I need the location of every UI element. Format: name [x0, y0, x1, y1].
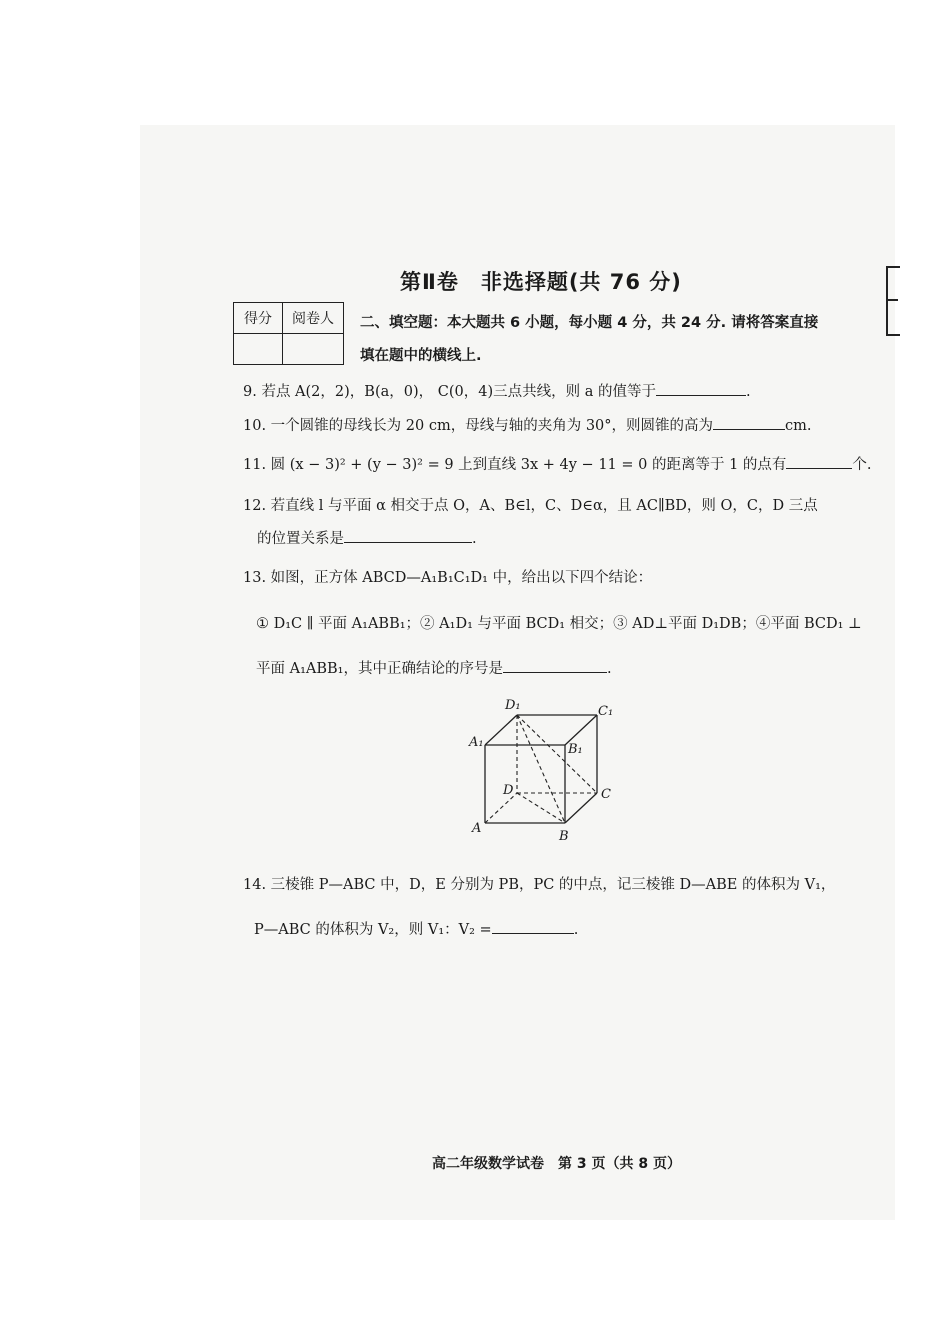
- score-header: 得分: [234, 303, 283, 334]
- label-D1: D₁: [505, 698, 521, 713]
- edge-BC: [565, 793, 597, 823]
- label-C: C: [601, 787, 611, 802]
- section-instructions-line2: 填在题中的横线上.: [360, 348, 482, 364]
- answer-blank-12[interactable]: [344, 530, 472, 543]
- binding-bracket: [886, 266, 900, 336]
- grader-header: 阅卷人: [283, 303, 344, 334]
- question-13-line3: 平面 A₁ABB₁，其中正确结论的序号是 .: [256, 661, 612, 677]
- grader-cell[interactable]: [283, 334, 344, 365]
- question-9: 9. 若点 A(2，2)，B(a，0)， C(0，4)三点共线，则 a 的值等于 .: [243, 384, 751, 400]
- answer-blank-14[interactable]: [492, 921, 574, 934]
- section-title: 第Ⅱ卷 非选择题(共 76 分): [400, 270, 682, 294]
- cube-figure: [465, 695, 625, 845]
- answer-blank-11[interactable]: [786, 456, 852, 469]
- question-11: 11. 圆 (x − 3)² + (y − 3)² = 9 上到直线 3x + 4y − 11 = 0 的距离等于 1 的点有 个.: [243, 457, 872, 473]
- answer-blank-10[interactable]: [713, 417, 785, 430]
- score-table: [233, 302, 344, 365]
- answer-blank-13[interactable]: [503, 660, 607, 673]
- label-B1: B₁: [568, 742, 583, 757]
- question-10: 10. 一个圆锥的母线长为 20 cm，母线与轴的夹角为 30°，则圆锥的高为 cm.: [243, 418, 812, 434]
- label-D: D: [503, 783, 514, 798]
- question-13-line2: ① D₁C ∥ 平面 A₁ABB₁；② A₁D₁ 与平面 BCD₁ 相交；③ AD⊥平面 D₁DB；④平面 BCD₁ ⊥: [256, 616, 862, 632]
- edge-D1B: [517, 715, 565, 823]
- question-13-line1: 13. 如图，正方体 ABCD—A₁B₁C₁D₁ 中，给出以下四个结论：: [243, 570, 653, 586]
- answer-blank-9[interactable]: [656, 383, 746, 396]
- label-B: B: [559, 829, 569, 844]
- label-A: A: [472, 821, 482, 836]
- question-12-line1: 12. 若直线 l 与平面 α 相交于点 O，A、B∈l，C、D∈α，且 AC∥BD，则 O，C，D 三点: [243, 498, 818, 514]
- score-cell[interactable]: [234, 334, 283, 365]
- label-C1: C₁: [598, 704, 614, 719]
- label-A1: A₁: [469, 735, 484, 750]
- question-14-line2: P—ABC 的体积为 V₂，则 V₁：V₂ = .: [254, 922, 579, 938]
- edge-B1C1: [565, 715, 597, 745]
- page-footer: 高二年级数学试卷 第 3 页（共 8 页）: [432, 1156, 681, 1172]
- section-instructions-line1: 二、填空题：本大题共 6 小题，每小题 4 分，共 24 分. 请将答案直接: [360, 315, 819, 331]
- question-12-line2: 的位置关系是 .: [257, 531, 477, 547]
- edge-A1D1: [485, 715, 517, 745]
- question-14-line1: 14. 三棱锥 P—ABC 中，D，E 分别为 PB，PC 的中点，记三棱锥 D—ABE 的体积为 V₁，: [243, 877, 836, 893]
